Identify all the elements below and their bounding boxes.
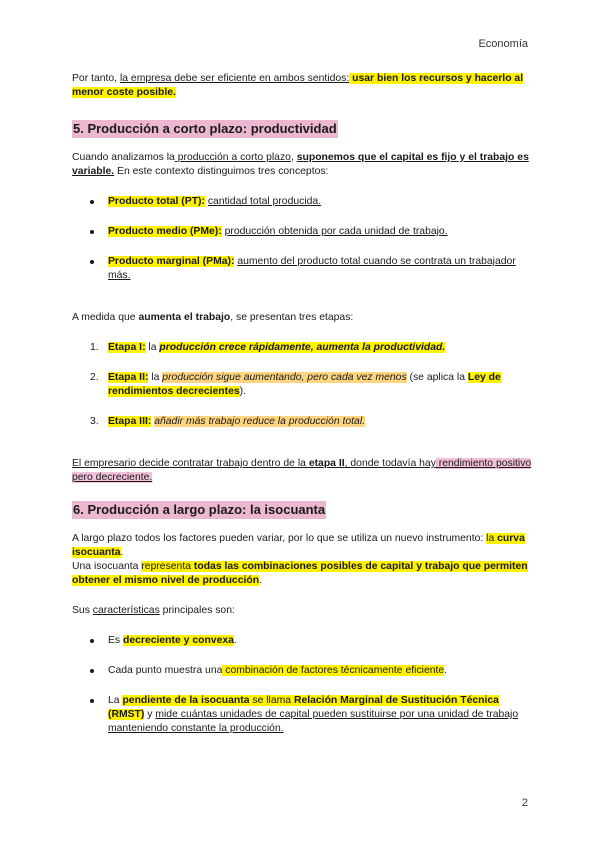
stage-text: producción sigue aumentando, pero cada vez menos xyxy=(162,372,407,383)
text: La xyxy=(108,695,123,706)
text-underlined: características xyxy=(92,605,160,616)
list-item xyxy=(72,371,532,399)
stage-label: Etapa I: xyxy=(108,342,146,353)
text-highlight: rendimiento positivo pero decreciente. xyxy=(72,458,532,483)
list-item xyxy=(72,694,532,736)
list-item xyxy=(72,634,532,648)
text: A largo plazo todos los factores pueden variar, por lo que se utiliza un nuevo instrumento: xyxy=(72,533,487,544)
text: . xyxy=(259,575,262,586)
text-bold: aumenta el trabajo xyxy=(138,312,231,323)
text-highlight: se llama xyxy=(249,695,294,706)
text-bold-highlight: pendiente de la isocuanta xyxy=(122,695,250,706)
text-underlined: El empresario decide contratar trabajo dentro de la xyxy=(72,458,309,469)
list-number: 3. xyxy=(90,416,99,427)
text: , xyxy=(290,152,297,163)
intro-paragraph xyxy=(72,72,532,100)
list-item xyxy=(72,341,532,355)
text-underlined: mide cuántas unidades de capital pueden sustituirse por una unidad de trabajo manteniendo constante la producción. xyxy=(108,709,519,734)
concept-desc: aumento del producto total cuando se contrata un trabajador más. xyxy=(108,256,516,281)
stage-label: Etapa III: xyxy=(108,416,152,427)
section-6-heading xyxy=(72,501,532,519)
page-number: 2 xyxy=(521,797,528,809)
concept-desc: producción obtenida por cada unidad de trabajo. xyxy=(224,226,448,237)
list-number: 1. xyxy=(90,342,99,353)
section-6-paragraph-2 xyxy=(72,560,532,588)
text: . xyxy=(233,635,237,646)
text-bold-underlined: suponemos que el capital es fijo y el trabajo es variable. xyxy=(72,152,529,177)
text-bold-highlight: Relación Marginal de Sustitución Técnica (RMST) xyxy=(108,695,499,720)
text-highlight: representa xyxy=(141,561,194,572)
text-bold-highlight: decreciente y convexa xyxy=(123,635,234,646)
section-5-heading xyxy=(72,120,532,138)
text: principales son: xyxy=(159,605,235,616)
text: A medida que xyxy=(72,312,139,323)
features-list xyxy=(72,634,532,736)
text: . xyxy=(444,665,448,676)
text: Es xyxy=(108,635,124,646)
intro-underlined: la empresa debe ser eficiente en ambos sentidos: xyxy=(119,73,350,84)
list-item xyxy=(72,415,532,429)
concept-term: Producto marginal (PMa): xyxy=(108,256,235,267)
list-item xyxy=(72,195,532,209)
text: la xyxy=(145,342,160,353)
text: Sus xyxy=(72,605,93,616)
document-body xyxy=(72,72,532,736)
stage-text: producción crece rápidamente, aumenta la productividad. xyxy=(159,342,446,353)
section-6-title: 6. Producción a largo plazo: la isocuanta xyxy=(73,502,326,517)
page-header: Economía xyxy=(478,38,528,50)
section-5-title: 5. Producción a corto plazo: productividad xyxy=(73,121,337,136)
text: , se presentan tres etapas: xyxy=(230,312,354,323)
section-5-paragraph-3 xyxy=(72,457,532,485)
stages-list xyxy=(72,341,532,429)
text: Una isocuanta xyxy=(72,561,142,572)
text-bold-underlined: etapa II xyxy=(308,458,345,469)
list-item xyxy=(72,225,532,239)
text-highlight: combinación de factores técnicamente eficiente xyxy=(222,665,445,676)
text: ). xyxy=(239,386,247,397)
text-highlight: la xyxy=(486,533,498,544)
section-6-paragraph-3 xyxy=(72,604,532,618)
section-6-paragraph-1 xyxy=(72,532,532,560)
intro-text: Por tanto, xyxy=(72,73,120,84)
list-item xyxy=(72,664,532,678)
stage-text: añadir más trabajo reduce la producción total. xyxy=(154,416,366,427)
list-item xyxy=(72,255,532,283)
text: (se aplica la xyxy=(406,372,468,383)
text-bold-highlight: todas las combinaciones posibles de capital y trabajo que permiten obtener el mismo nivel de producción xyxy=(72,561,528,586)
text: y xyxy=(144,709,156,720)
section-5-paragraph-1 xyxy=(72,151,532,179)
stage-label: Etapa II: xyxy=(108,372,149,383)
concept-desc: cantidad total producida. xyxy=(207,196,322,207)
concepts-list xyxy=(72,195,532,283)
text-underlined: , donde todavía hay xyxy=(344,458,436,469)
text-underlined: producción a corto plazo xyxy=(174,152,291,163)
text: la xyxy=(148,372,163,383)
concept-term: Producto medio (PMe): xyxy=(108,226,222,237)
section-5-paragraph-2 xyxy=(72,311,532,325)
text: . xyxy=(120,547,124,558)
text: Cuando analizamos la xyxy=(72,152,175,163)
law-name: Ley de rendimientos decrecientes xyxy=(108,372,501,397)
text: En este contexto distinguimos tres conceptos: xyxy=(114,166,329,177)
intro-highlight: usar bien los recursos y hacerlo al menor coste posible. xyxy=(72,73,524,98)
concept-term: Producto total (PT): xyxy=(108,196,205,207)
text-bold-highlight: curva isocuanta xyxy=(72,533,525,558)
list-number: 2. xyxy=(90,372,99,383)
text: Cada punto muestra una xyxy=(108,665,223,676)
